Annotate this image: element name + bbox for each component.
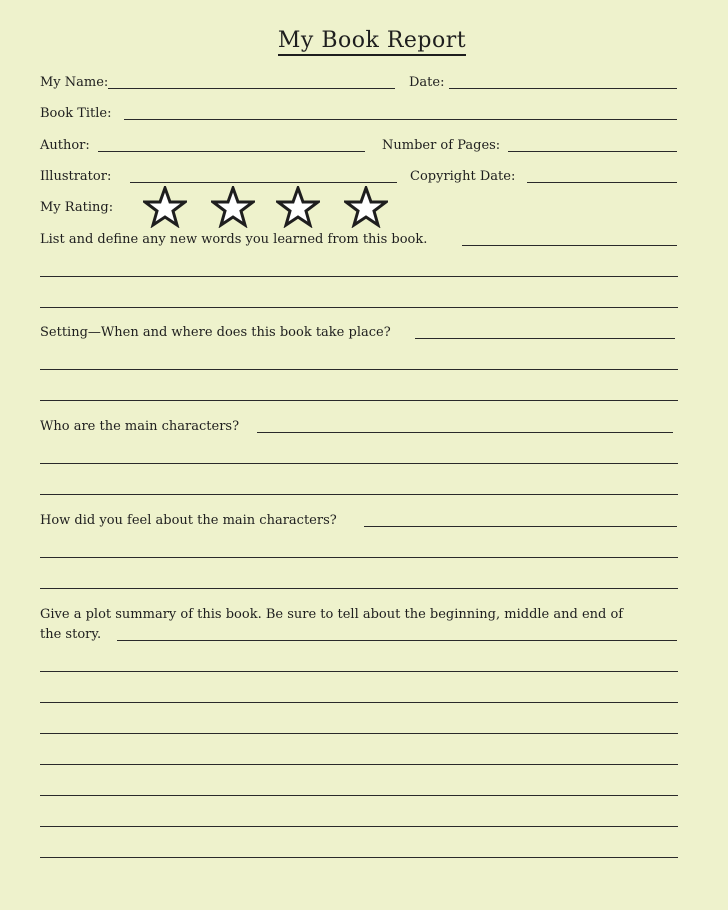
words-answer-line[interactable] [40, 276, 678, 277]
setting-question: Setting—When and where does this book take place? [40, 325, 391, 340]
copyright-label: Copyright Date: [410, 169, 516, 184]
feel-question: How did you feel about the main characters? [40, 513, 337, 528]
plot-answer-line[interactable] [117, 640, 677, 641]
name-field[interactable] [108, 88, 395, 89]
characters-answer-line[interactable] [40, 463, 678, 464]
setting-answer-line[interactable] [40, 369, 678, 370]
plot-question-continued: the story. [40, 627, 102, 642]
feel-answer-line[interactable] [364, 526, 677, 527]
words-answer-line[interactable] [40, 307, 678, 308]
setting-answer-line[interactable] [415, 338, 675, 339]
pages-field[interactable] [508, 151, 677, 152]
book-title-field[interactable] [124, 119, 677, 120]
author-label: Author: [40, 138, 90, 153]
date-field[interactable] [449, 88, 677, 89]
plot-answer-line[interactable] [40, 702, 678, 703]
author-field[interactable] [98, 151, 365, 152]
plot-answer-line[interactable] [40, 671, 678, 672]
rating-label: My Rating: [40, 200, 114, 215]
plot-question: Give a plot summary of this book. Be sure to tell about the beginning, middle and end of [40, 607, 624, 622]
setting-answer-line[interactable] [40, 400, 678, 401]
plot-answer-line[interactable] [40, 764, 678, 765]
page-title: My Book Report [0, 28, 728, 53]
rating-star-1-icon[interactable] [143, 186, 187, 228]
plot-answer-line[interactable] [40, 795, 678, 796]
characters-answer-line[interactable] [257, 432, 673, 433]
characters-question: Who are the main characters? [40, 419, 240, 434]
feel-answer-line[interactable] [40, 557, 678, 558]
plot-answer-line[interactable] [40, 826, 678, 827]
copyright-field[interactable] [527, 182, 677, 183]
pages-label: Number of Pages: [382, 138, 501, 153]
illustrator-field[interactable] [130, 182, 397, 183]
name-label: My Name: [40, 75, 109, 90]
words-answer-line[interactable] [462, 245, 677, 246]
feel-answer-line[interactable] [40, 588, 678, 589]
rating-star-3-icon[interactable] [276, 186, 320, 228]
rating-star-2-icon[interactable] [211, 186, 255, 228]
book-title-label: Book Title: [40, 106, 112, 121]
date-label: Date: [409, 75, 445, 90]
characters-answer-line[interactable] [40, 494, 678, 495]
plot-answer-line[interactable] [40, 857, 678, 858]
words-question: List and define any new words you learned from this book. [40, 232, 428, 247]
rating-star-4-icon[interactable] [344, 186, 388, 228]
illustrator-label: Illustrator: [40, 169, 112, 184]
plot-answer-line[interactable] [40, 733, 678, 734]
